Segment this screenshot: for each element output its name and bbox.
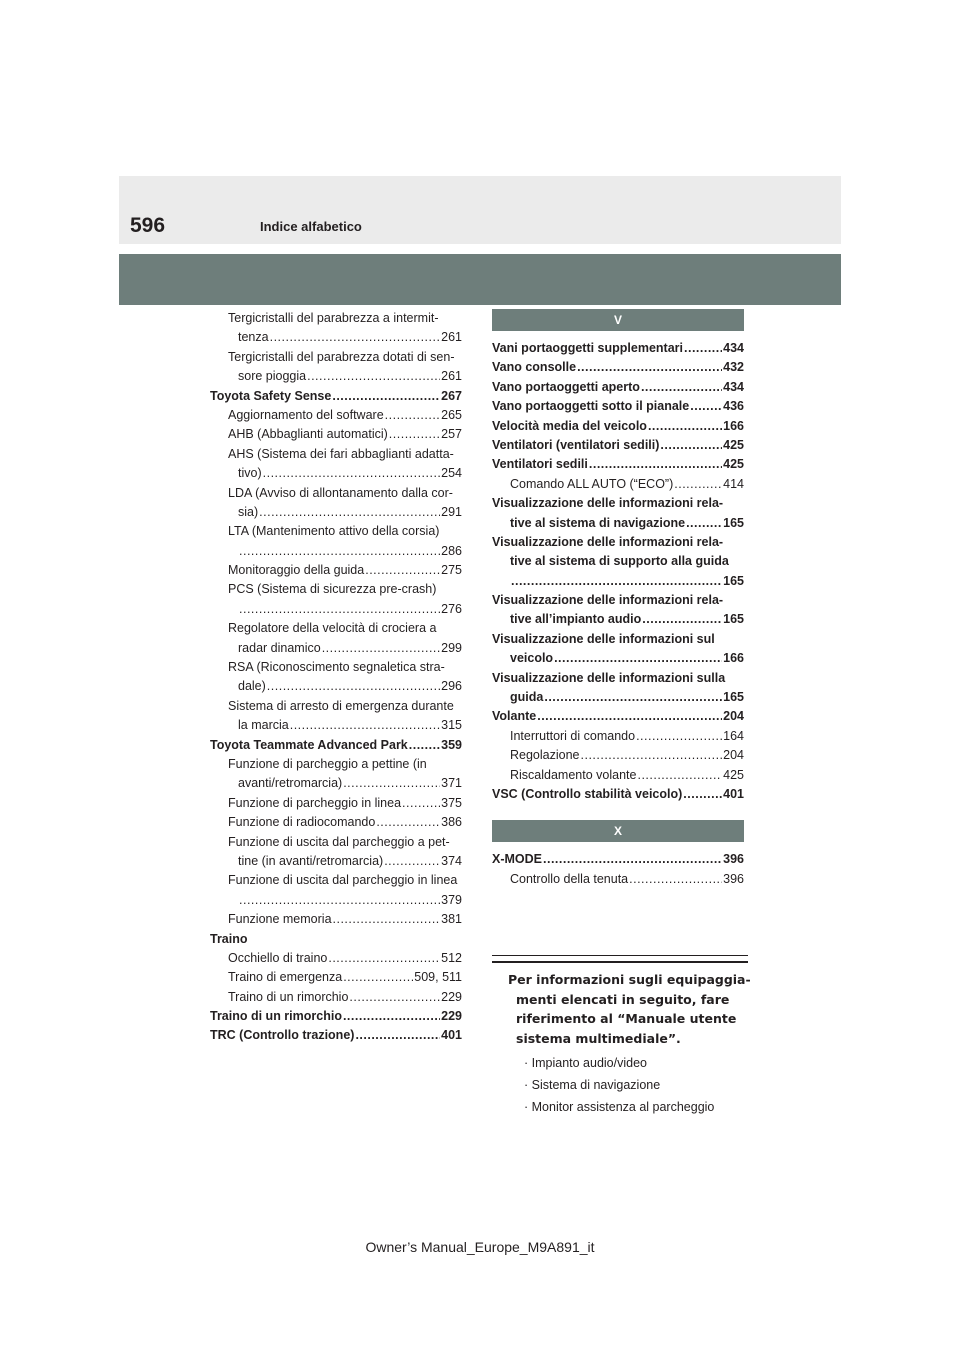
index-entry <box>210 639 462 658</box>
index-entry-text: Toyota Teammate Advanced Park <box>210 737 408 752</box>
header-band <box>119 254 841 305</box>
index-entry <box>210 949 462 968</box>
leader-dots <box>629 870 722 889</box>
index-entry-page: 512 <box>441 950 462 965</box>
index-entry-page: 261 <box>441 330 462 345</box>
letter-header-x: X <box>492 820 744 842</box>
index-entry-text: tine (in avanti/retromarcia) <box>238 853 384 868</box>
index-entry-page: 296 <box>441 679 462 694</box>
index-entry-text: AHB (Abbaglianti automatici) <box>228 427 388 442</box>
index-entry-text: Funzione di parcheggio in linea <box>228 795 402 810</box>
index-entry-text: dale) <box>238 679 266 694</box>
index-entry-text: sia) <box>238 504 259 519</box>
leader-dots <box>239 891 440 910</box>
index-entry-text: tivo) <box>238 466 262 481</box>
index-entry-text: Visualizzazione delle informazioni rela- <box>492 496 724 511</box>
leader-dots <box>589 455 722 474</box>
info-line: Per informazioni sugli equipaggia- <box>508 972 751 987</box>
header-bar <box>119 176 841 244</box>
index-entry <box>210 387 462 406</box>
index-entry-text: Vani portaoggetti supplementari <box>492 341 683 355</box>
leader-dots <box>402 794 440 813</box>
leader-dots <box>343 774 440 793</box>
index-entry <box>492 436 744 455</box>
index-entry-page: 254 <box>441 466 462 481</box>
index-entry <box>210 774 462 793</box>
index-entry-text: tive al sistema di navigazione <box>510 515 686 530</box>
index-entry-page: 386 <box>441 815 462 830</box>
index-entry-text: RSA (Riconoscimento segnaletica stra- <box>228 660 445 675</box>
leader-dots <box>683 785 722 804</box>
leader-dots <box>239 600 440 619</box>
index-entry <box>210 561 462 580</box>
index-entry-page: 267 <box>441 388 462 403</box>
index-entry-text: Toyota Safety Sense <box>210 388 332 403</box>
index-entry-text: Funzione memoria <box>228 912 332 927</box>
index-entry-text: Vano portaoggetti aperto <box>492 379 640 394</box>
leader-dots <box>554 649 722 668</box>
index-entry-page: 381 <box>441 912 462 927</box>
index-entry <box>210 891 462 910</box>
index-entry-page: 509, 511 <box>414 970 462 985</box>
leader-dots <box>343 1007 440 1026</box>
index-entry <box>492 727 744 746</box>
leader-dots <box>267 677 440 696</box>
index-entry-text: guida <box>510 690 544 705</box>
index-right-column <box>492 309 744 889</box>
index-entry <box>210 600 462 619</box>
index-entry <box>492 610 744 629</box>
index-entry <box>492 494 744 513</box>
index-entry <box>492 850 744 869</box>
footer-manual-id: Owner’s Manual_Europe_M9A891_it <box>365 1239 595 1255</box>
index-entry <box>210 755 462 774</box>
index-entry-page: 359 <box>441 737 462 752</box>
leader-dots <box>365 561 440 580</box>
info-note <box>508 970 754 1048</box>
index-entry-text: radar dinamico <box>238 640 321 655</box>
leader-dots <box>660 436 722 455</box>
index-entry-text: Traino di un rimorchio <box>210 1009 342 1024</box>
index-entry-text: Ventilatori sedili <box>492 457 588 472</box>
index-entry <box>492 475 744 494</box>
index-entry <box>492 669 744 688</box>
index-entry <box>210 542 462 561</box>
leader-dots <box>674 475 722 494</box>
leader-dots <box>511 572 722 591</box>
index-entry-text: avanti/retromarcia) <box>238 776 343 791</box>
index-entry <box>210 658 462 677</box>
index-entry-page: 166 <box>723 418 744 433</box>
leader-dots <box>684 339 722 358</box>
index-entry <box>210 910 462 929</box>
index-entry <box>492 766 744 785</box>
index-entry-text: Visualizzazione delle informazioni rela- <box>492 593 724 608</box>
index-entry-text: Vano consolle <box>492 360 577 375</box>
leader-dots <box>385 406 440 425</box>
index-entry-text: Aggiornamento del software <box>228 407 384 422</box>
index-entry <box>492 358 744 377</box>
index-entry-page: 229 <box>441 1009 462 1024</box>
index-entry-page: 276 <box>441 601 462 616</box>
leader-dots <box>409 736 440 755</box>
index-entry-text: tive all’impianto audio <box>510 612 642 627</box>
index-entry-text: Regolazione <box>510 748 580 763</box>
index-entry <box>210 968 462 987</box>
index-entry-page: 164 <box>723 728 744 743</box>
index-entry-text: Monitoraggio della guida <box>228 563 365 578</box>
index-entry-text: Funzione di radiocomando <box>228 815 376 830</box>
index-entry <box>210 794 462 813</box>
index-entry-page: 425 <box>723 437 744 452</box>
index-entry-page: 286 <box>441 543 462 558</box>
info-bullet: · Impianto audio/video <box>524 1056 647 1070</box>
index-entry-text: tive al sistema di supporto alla guida <box>510 554 729 569</box>
index-entry-page: 165 <box>723 515 744 530</box>
leader-dots <box>641 378 722 397</box>
index-entry-text: sore pioggia <box>238 369 307 384</box>
index-entry-text: Visualizzazione delle informazioni sul <box>492 631 715 646</box>
index-entry-text: Tergicristalli del parabrezza dotati di sen- <box>228 349 455 364</box>
leader-dots <box>376 813 440 832</box>
index-entry-text: Velocità media del veicolo <box>492 418 647 433</box>
index-entry-text: la marcia <box>238 718 289 733</box>
index-entry <box>210 871 462 890</box>
leader-dots <box>259 503 440 522</box>
index-entry-page: 379 <box>441 892 462 907</box>
index-entry <box>492 649 744 668</box>
index-entry <box>210 328 462 347</box>
index-entry <box>210 697 462 716</box>
index-entry <box>210 833 462 852</box>
index-entry <box>210 425 462 444</box>
index-entry <box>492 514 744 533</box>
leader-dots <box>239 542 440 561</box>
leader-dots <box>581 746 723 765</box>
info-line: menti elencati in seguito, fare <box>516 991 730 1007</box>
info-bullet-list <box>524 1052 714 1118</box>
index-entry-page: 432 <box>723 360 744 375</box>
index-entry-text: Riscaldamento volante <box>510 767 637 782</box>
index-entry-page: 204 <box>723 748 744 763</box>
leader-dots <box>686 514 722 533</box>
leader-dots <box>384 852 440 871</box>
index-entry-text: AHS (Sistema dei fari abbaglianti adatta- <box>228 446 454 461</box>
index-entry <box>210 522 462 541</box>
index-entry-page: 165 <box>723 573 744 588</box>
index-entry-page: 265 <box>441 407 462 422</box>
index-entry-page: 375 <box>441 795 462 810</box>
info-line: riferimento al “Manuale utente <box>516 1011 737 1026</box>
index-entry <box>210 677 462 696</box>
index-entry-text: Occhiello di traino <box>228 950 328 965</box>
index-entry <box>210 619 462 638</box>
leader-dots <box>543 850 722 869</box>
index-entry <box>492 707 744 726</box>
index-entry-page: 299 <box>441 640 462 655</box>
index-entry <box>210 852 462 871</box>
index-entry-page: 374 <box>441 853 462 868</box>
index-entry <box>210 1026 462 1045</box>
info-divider <box>492 955 748 963</box>
section-title: Indice alfabetico <box>260 219 362 234</box>
index-entry-text: VSC (Controllo stabilità veicolo) <box>492 786 683 801</box>
leader-dots <box>389 425 440 444</box>
index-entry-text: Visualizzazione delle informazioni sulla <box>492 670 726 685</box>
index-entry-text: Funzione di parcheggio a pettine (in <box>228 756 427 771</box>
leader-dots <box>349 988 440 1007</box>
leader-dots <box>690 397 722 416</box>
leader-dots <box>636 727 722 746</box>
index-entry-page: 166 <box>723 651 744 666</box>
index-entry <box>210 1007 462 1026</box>
index-entry <box>210 813 462 832</box>
index-entry-text: veicolo <box>510 651 554 666</box>
index-entry-page: 436 <box>723 399 744 414</box>
v-entries <box>492 339 744 804</box>
index-entry <box>492 785 744 804</box>
leader-dots <box>332 387 440 406</box>
leader-dots <box>343 968 413 987</box>
letter-header-v: V <box>492 309 744 331</box>
index-entry <box>492 397 744 416</box>
index-left-column <box>210 309 462 1046</box>
index-entry <box>492 339 744 358</box>
index-entry-text: Comando ALL AUTO (“ECO”) <box>510 476 674 491</box>
index-entry-page: 165 <box>723 612 744 627</box>
leader-dots <box>544 688 722 707</box>
x-entries <box>492 850 744 889</box>
index-entry-text: TRC (Controllo trazione) <box>210 1028 355 1043</box>
index-entry <box>210 367 462 386</box>
leader-dots <box>322 639 440 658</box>
leader-dots <box>577 358 722 377</box>
index-entry <box>210 503 462 522</box>
index-entry <box>492 746 744 765</box>
index-entry <box>210 309 462 328</box>
index-entry-text: Interruttori di comando <box>510 728 636 743</box>
index-entry <box>210 580 462 599</box>
index-entry-text: Controllo della tenuta <box>510 871 629 886</box>
index-entry <box>210 484 462 503</box>
index-entry-text: Sistema di arresto di emergenza durante <box>228 698 454 713</box>
index-entry-page: 165 <box>723 690 744 705</box>
page-number: 596 <box>130 214 166 237</box>
index-entry-page: 434 <box>723 379 744 394</box>
index-entry <box>492 870 744 889</box>
index-entry-page: 257 <box>441 427 462 442</box>
index-entry-text: LTA (Mantenimento attivo della corsia) <box>228 524 440 539</box>
leader-dots <box>537 707 722 726</box>
leader-dots <box>263 464 441 483</box>
index-entry <box>492 417 744 436</box>
index-entry-text: Funzione di uscita dal parcheggio in linea <box>228 873 458 888</box>
index-entry <box>492 688 744 707</box>
leader-dots <box>355 1026 440 1045</box>
leader-dots <box>642 610 722 629</box>
index-entry-text: LDA (Avviso di allontanamento dalla cor- <box>228 485 453 500</box>
index-entry-text: Funzione di uscita dal parcheggio a pet- <box>228 834 450 849</box>
index-entry-page: 425 <box>723 457 744 472</box>
index-entry-page: 396 <box>723 852 744 867</box>
index-entry-text: Vano portaoggetti sotto il pianale <box>492 399 690 414</box>
index-entry-page: 261 <box>441 369 462 384</box>
index-entry-text: Regolatore della velocità di crociera a <box>228 621 437 636</box>
index-entry-text: Traino <box>210 931 248 946</box>
index-entry-text: Ventilatori (ventilatori sedili) <box>492 437 660 452</box>
index-entry <box>492 378 744 397</box>
index-entry-text: Traino di un rimorchio <box>228 989 349 1004</box>
info-line: sistema multimediale”. <box>516 1030 681 1046</box>
index-entry-page: 396 <box>723 871 744 886</box>
leader-dots <box>328 949 440 968</box>
leader-dots <box>648 417 722 436</box>
index-entry-text: X-MODE <box>492 852 542 867</box>
index-entry <box>210 716 462 735</box>
index-entry-page: 401 <box>723 786 744 801</box>
leader-dots <box>637 766 722 785</box>
index-entry-page: 401 <box>441 1028 462 1043</box>
index-entry <box>492 572 744 591</box>
leader-dots <box>307 367 440 386</box>
index-entry-text: Volante <box>492 709 537 724</box>
index-entry-text: Tergicristalli del parabrezza a intermit- <box>228 311 439 325</box>
index-entry <box>492 533 744 552</box>
leader-dots <box>270 328 441 347</box>
index-entry <box>210 406 462 425</box>
index-entry-text: PCS (Sistema di sicurezza pre-crash) <box>228 582 437 597</box>
index-entry-text: Traino di emergenza <box>228 970 343 985</box>
index-entry <box>492 591 744 610</box>
index-entry <box>210 988 462 1007</box>
info-bullet: · Monitor assistenza al parcheggio <box>524 1100 715 1114</box>
index-entry-page: 434 <box>723 341 744 355</box>
index-entry-text: tenza <box>238 330 269 345</box>
index-entry-page: 414 <box>723 476 744 491</box>
index-entry-text: Visualizzazione delle informazioni rela- <box>492 534 724 549</box>
index-entry <box>492 630 744 649</box>
index-entry-page: 229 <box>441 989 462 1004</box>
index-entry <box>492 552 744 571</box>
index-entry-page: 291 <box>441 504 462 519</box>
index-entry <box>210 445 462 464</box>
index-entry-page: 204 <box>723 709 744 724</box>
leader-dots <box>333 910 441 929</box>
index-entry <box>210 464 462 483</box>
index-entry <box>210 736 462 755</box>
info-bullet: · Sistema di navigazione <box>524 1078 661 1092</box>
index-entry <box>210 348 462 367</box>
index-entry-page: 275 <box>441 563 462 578</box>
index-entry-page: 315 <box>441 718 462 733</box>
index-entry <box>492 455 744 474</box>
leader-dots <box>290 716 440 735</box>
index-entry <box>210 930 462 949</box>
index-entry-page: 371 <box>441 776 462 791</box>
index-entry-page: 425 <box>723 767 744 782</box>
